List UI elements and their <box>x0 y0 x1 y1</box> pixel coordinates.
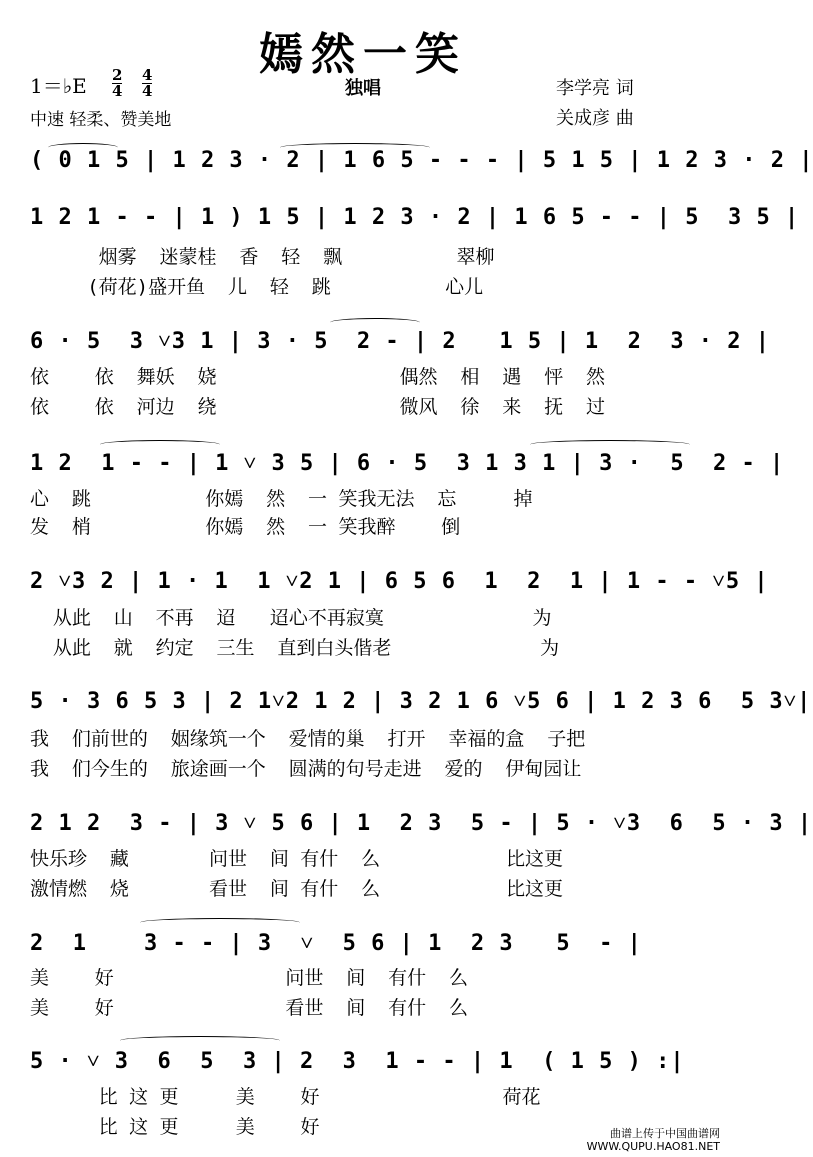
lyric-line-7-verse-1: 快乐珍 藏 问世 间 有什 么 比这更 <box>30 848 563 870</box>
slur <box>330 318 420 327</box>
composer: 关成彦 曲 <box>556 108 634 129</box>
tempo-marking: 中速 轻柔、赞美地 <box>30 110 172 130</box>
lyric-line-3-verse-1: 依 依 舞妖 娆 偶然 相 遇 怦 然 <box>30 366 606 388</box>
key-signature: 1＝♭E <box>30 74 87 98</box>
lyric-line-5-verse-1: 从此 山 不再 迢 迢心不再寂寞 为 <box>30 607 552 629</box>
score-line-2: 1 2 1 - - | 1 ) 1 5 | 1 2 3 · 2 | 1 6 5 - - | 5 3 5 | <box>30 205 800 230</box>
score-line-1: ( 0 1 5 | 1 2 3 · 2 | 1 6 5 - - - | 5 1 5 | 1 2 3 · 2 | <box>30 148 813 173</box>
lyric-line-8-verse-1: 美 好 问世 间 有什 么 <box>30 967 468 989</box>
slur <box>100 440 220 449</box>
score-line-9: 5 · ˅ 3 6 5 3 | 2 3 1 - - | 1 ( 1 5 ) :| <box>30 1049 685 1074</box>
slur <box>48 143 118 152</box>
score-line-6: 5 · 3 6 5 3 | 2 1˅2 1 2 | 3 2 1 6 ˅5 6 | 1 2 3 6 5 3˅| <box>30 689 812 714</box>
lyric-line-9-verse-1: 比 这 更 美 好 荷花 <box>30 1086 541 1108</box>
slur <box>120 1036 280 1045</box>
score-line-8: 2 1 3 - - | 3 ˅ 5 6 | 1 2 3 5 - | <box>30 931 642 956</box>
score-line-3: 6 · 5 3 ˅3 1 | 3 · 5 2 - | 2 1 5 | 1 2 3 · 2 | <box>30 329 771 354</box>
lyric-line-6-verse-1: 我 们前世的 姻缘筑一个 爱情的巢 打开 幸福的盒 子把 <box>30 728 586 750</box>
score-line-7: 2 1 2 3 - | 3 ˅ 5 6 | 1 2 3 5 - | 5 · ˅3 6 5 · 3 | <box>30 811 813 836</box>
score-line-5: 2 ˅3 2 | 1 · 1 1 ˅2 1 | 6 5 6 1 2 1 | 1 - - ˅5 | <box>30 569 769 594</box>
lyric-line-9-verse-2: 比 这 更 美 好 <box>30 1116 320 1138</box>
slur <box>140 918 300 927</box>
source-watermark: 曲谱上传于中国曲谱网 WWW.QUPU.HAO81.NET <box>586 1127 720 1153</box>
lyric-line-2-verse-2: (荷花)盛开鱼 儿 轻 跳 心儿 <box>30 276 484 298</box>
time-signature-1: 2 4 <box>112 66 123 100</box>
lyric-line-8-verse-2: 美 好 看世 间 有什 么 <box>30 997 468 1019</box>
performance-type: 独唱 <box>345 78 381 99</box>
lyric-line-3-verse-2: 依 依 河边 绕 微风 徐 来 抚 过 <box>30 396 606 418</box>
lyric-line-5-verse-2: 从此 就 约定 三生 直到白头偕老 为 <box>30 637 560 659</box>
lyricist: 李学亮 词 <box>556 78 634 99</box>
slur <box>280 143 430 152</box>
song-title: 嫣然一笑 <box>259 29 467 80</box>
score-line-4: 1 2 1 - - | 1 ˅ 3 5 | 6 · 5 3 1 3 1 | 3 · 5 2 - | <box>30 451 785 476</box>
lyric-line-6-verse-2: 我 们今生的 旅途画一个 圆满的句号走进 爱的 伊甸园让 <box>30 758 582 780</box>
lyric-line-4-verse-2: 发 梢 你嫣 然 一 笑我醉 倒 <box>30 516 461 538</box>
time-signature-2: 4 4 <box>142 66 153 100</box>
lyric-line-2-verse-1: 烟雾 迷蒙桂 香 轻 飘 翠柳 <box>30 246 495 268</box>
lyric-line-7-verse-2: 激情燃 烧 看世 间 有什 么 比这更 <box>30 878 563 900</box>
slur <box>530 440 690 449</box>
lyric-line-4-verse-1: 心 跳 你嫣 然 一 笑我无法 忘 掉 <box>30 488 533 510</box>
